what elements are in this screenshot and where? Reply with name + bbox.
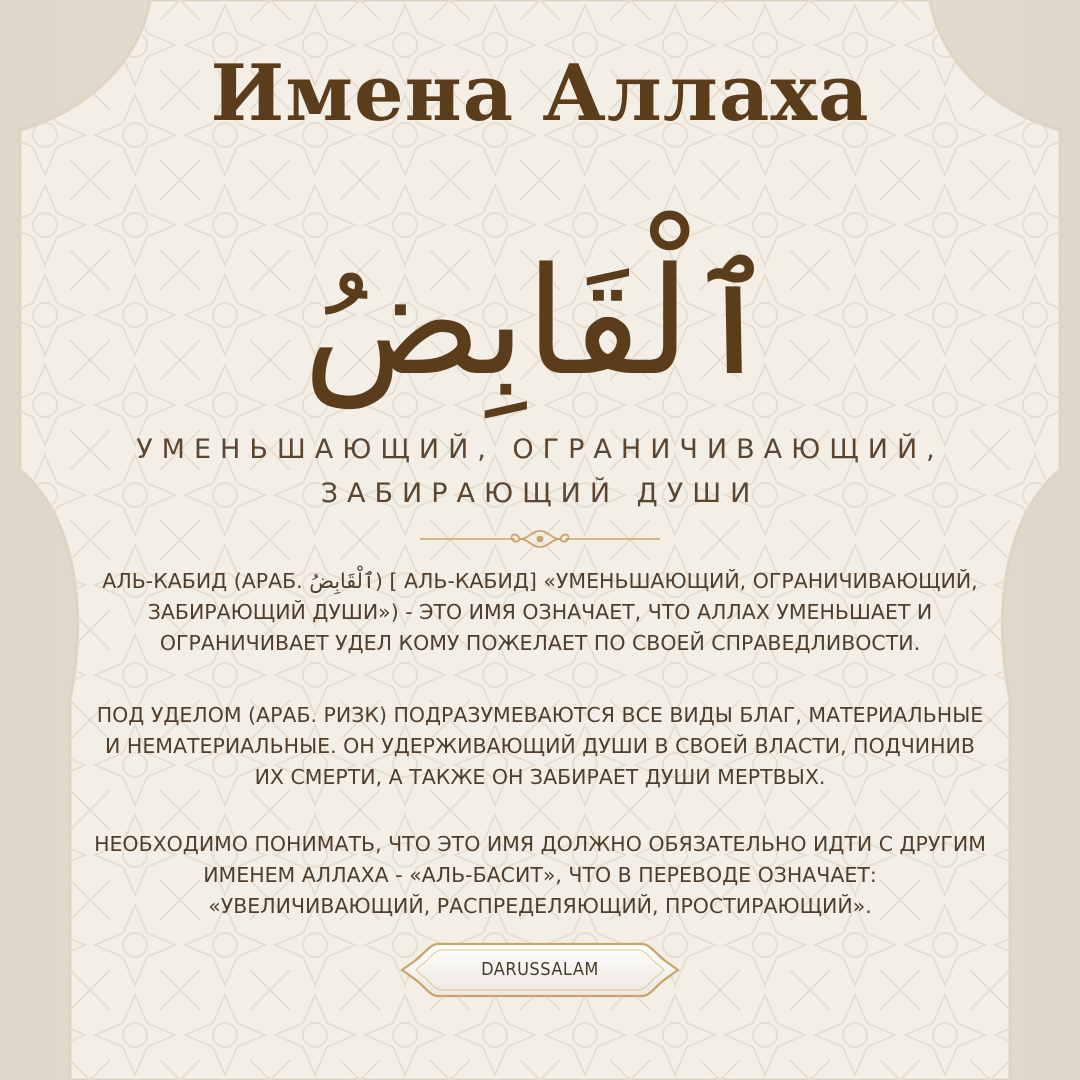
translation-heading	[60, 428, 1020, 516]
description-paragraph-2	[40, 700, 1040, 793]
paragraph-line: ОГРАНИЧИВАЕТ УДЕЛ КОМУ ПОЖЕЛАЕТ ПО СВОЕЙ СПРАВЕДЛИВОСТИ.	[159, 631, 921, 655]
translation-line: УМЕНЬШАЮЩИЙ, ОГРАНИЧИВАЮЩИЙ,	[136, 434, 944, 465]
description-paragraph-3	[40, 829, 1040, 922]
arabic-divine-name: ٱلْقَابِضُ	[302, 236, 778, 408]
paragraph-line: И НЕМАТЕРИАЛЬНЫЕ. ОН УДЕРЖИВАЮЩИЙ ДУШИ В СВОЕЙ ВЛАСТИ, ПОДЧИНИВ	[105, 734, 975, 758]
page-title: Имена Аллаха	[210, 48, 870, 139]
paragraph-line: ИХ СМЕРТИ, А ТАКЖЕ ОН ЗАБИРАЕТ ДУШИ МЕРТВЫХ.	[254, 765, 826, 789]
floral-ornament-divider-icon	[420, 526, 660, 552]
paragraph-line: НЕОБХОДИМО ПОНИМАТЬ, ЧТО ЭТО ИМЯ ДОЛЖНО ОБЯЗАТЕЛЬНО ИДТИ С ДРУГИМ	[94, 832, 986, 856]
paragraph-line: «УВЕЛИЧИВАЮЩИЙ, РАСПРЕДЕЛЯЮЩИЙ, ПРОСТИРАЮЩИЙ».	[208, 894, 872, 918]
translation-line: ЗАБИРАЮЩИЙ ДУШИ	[320, 478, 760, 509]
paragraph-line: АЛЬ-КАБИД (АРАБ. ٱلْقَابِضُ) [ АЛЬ-КАБИД] «УМЕНЬШАЮЩИЙ, ОГРАНИЧИВАЮЩИЙ,	[102, 569, 978, 593]
brand-badge-label: DARUSSALAM	[481, 959, 599, 980]
description-paragraph-1	[40, 566, 1040, 659]
paragraph-line: ПОД УДЕЛОМ (АРАБ. РИЗК) ПОДРАЗУМЕВАЮТСЯ ВСЕ ВИДЫ БЛАГ, МАТЕРИАЛЬНЫЕ	[96, 703, 984, 727]
paragraph-line: ЗАБИРАЮЩИЙ ДУШИ») - ЭТО ИМЯ ОЗНАЧАЕТ, ЧТО АЛЛАХ УМЕНЬШАЕТ И	[147, 600, 933, 624]
paragraph-line: ИМЕНЕМ АЛЛАХА - «АЛЬ-БАСИТ», ЧТО В ПЕРЕВОДЕ ОЗНАЧАЕТ:	[203, 863, 877, 887]
